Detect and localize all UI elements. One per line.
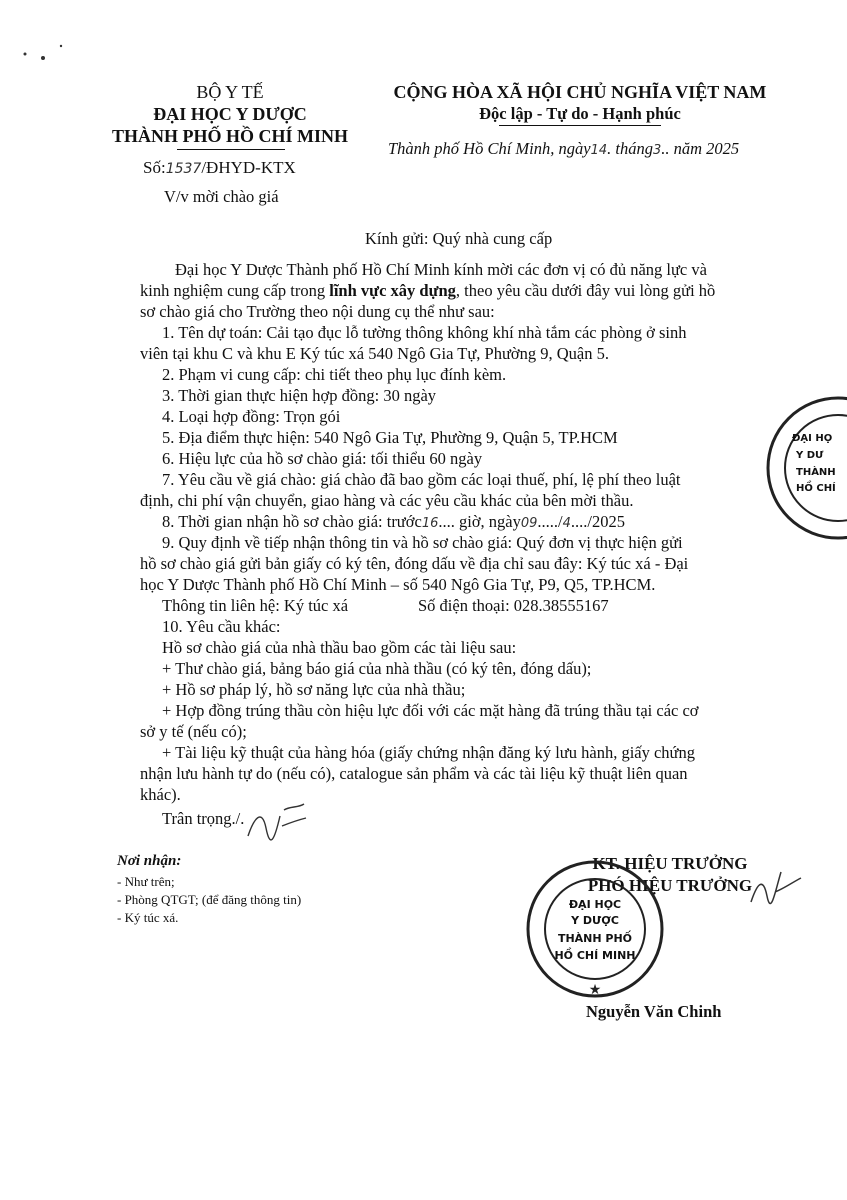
intro-line3: sơ chào giá cho Trường theo nội dung cụ thể như sau: (140, 302, 495, 321)
item-1-line2: viên tại khu C và khu E Ký túc xá 540 Ngô Gia Tự, Phường 9, Quận 5. (140, 344, 610, 363)
document-number: Số:1537/ĐHYD-KTX (143, 158, 296, 177)
signer-name: Nguyễn Văn Chinh (586, 1002, 722, 1021)
ministry-name: BỘ Y TẾ (196, 82, 264, 102)
item-4: 4. Loại hợp đồng: Trọn gói (162, 407, 341, 426)
stamp-line-2: Y DƯỢC (571, 914, 619, 927)
header-right-underline (499, 125, 661, 126)
side-stamp-line-1: ĐẠI HỌ (792, 433, 833, 444)
item-6: 6. Hiệu lực của hồ sơ chào giá: tối thiểu 60 ngày (162, 449, 483, 468)
university-name-line2: THÀNH PHỐ HỒ CHÍ MINH (111, 126, 348, 146)
side-stamp (760, 393, 847, 543)
national-motto: Độc lập - Tự do - Hạnh phúc (479, 104, 681, 123)
item-9-line2: hồ sơ chào giá gửi bản giấy có ký tên, đóng dấu về địa chỉ sau đây: Ký túc xá - Đại (140, 554, 689, 573)
requirement-3-line1: + Hợp đồng trúng thầu còn hiệu lực đối với các mặt hàng đã trúng thầu tại các cơ (162, 701, 699, 720)
salutation: Kính gửi: Quý nhà cung cấp (365, 229, 553, 248)
item-9-line3: học Y Dược Thành phố Hồ Chí Minh – số 540 Ngô Gia Tự, P9, Q5, TP.HCM. (140, 575, 656, 594)
requirement-2: + Hồ sơ pháp lý, hồ sơ năng lực của nhà thầu; (162, 680, 466, 699)
signer-role-2: PHÓ HIỆU TRƯỞNG (587, 876, 753, 895)
recipient-2: - Phòng QTGT; (để đăng thông tin) (117, 892, 302, 907)
requirement-1: + Thư chào giá, bảng báo giá của nhà thầu (có ký tên, đóng dấu); (162, 659, 592, 678)
stamp-seal-icon (524, 858, 666, 1000)
requirement-4-line3: khác). (140, 785, 181, 804)
stamp-line-3: THÀNH PHỐ (557, 932, 633, 945)
intro-line2: kinh nghiệm cung cấp trong lĩnh vực xây dựng, theo yêu cầu dưới đây vui lòng gửi hồ (140, 281, 716, 300)
requirement-4-line2: nhận lưu hành tự do (nếu có), catalogue sản phẩm và các tài liệu kỹ thuật liên quan (140, 764, 688, 783)
official-stamp (524, 858, 666, 1000)
signer-role-1: KT. HIỆU TRƯỞNG (592, 854, 748, 873)
requirement-3-line2: sở y tế (nếu có); (140, 722, 247, 741)
header-left-underline (177, 149, 285, 150)
side-stamp-line-3: THÀNH (796, 467, 836, 478)
item-3: 3. Thời gian thực hiện hợp đồng: 30 ngày (162, 386, 437, 405)
item-5: 5. Địa điểm thực hiện: 540 Ngô Gia Tự, Phường 9, Quận 5, TP.HCM (162, 428, 618, 447)
contact-phone: Số điện thoại: 028.38555167 (418, 596, 609, 615)
document-date: Thành phố Hồ Chí Minh, ngày14. tháng3.. năm 2025 (388, 139, 740, 158)
side-stamp-line-2: Y DƯ (796, 450, 824, 461)
field-highlight: lĩnh vực xây dựng (329, 281, 456, 300)
recipient-3: - Ký túc xá. (117, 910, 179, 925)
item-7-line2: định, chi phí vận chuyển, giao hàng và các yêu cầu khác của bên mời thầu. (140, 491, 634, 510)
university-name-line1: ĐẠI HỌC Y DƯỢC (153, 104, 307, 124)
side-stamp-line-4: HỒ CHÍ (796, 483, 836, 494)
scan-speck (15, 40, 75, 70)
recipients-title: Nơi nhận: (117, 853, 182, 869)
document-subject: V/v mời chào giá (164, 187, 279, 206)
item-1-line1: 1. Tên dự toán: Cải tạo đục lỗ tường thông không khí nhà tắm các phòng ở sinh (162, 323, 687, 342)
contact-info: Thông tin liên hệ: Ký túc xá (162, 596, 349, 615)
item-10-intro: Hồ sơ chào giá của nhà thầu bao gồm các tài liệu sau: (162, 638, 517, 657)
closing-regards: Trân trọng./. (162, 809, 245, 828)
item-8: 8. Thời gian nhận hồ sơ chào giá: trước16.... giờ, ngày09...../4..../2025 (162, 512, 626, 531)
stamp-line-1: ĐẠI HỌC (568, 898, 622, 911)
country-name: CỘNG HÒA XÃ HỘI CHỦ NGHĨA VIỆT NAM (393, 82, 767, 102)
intro-line1: Đại học Y Dược Thành phố Hồ Chí Minh kính mời các đơn vị có đủ năng lực và (175, 260, 707, 279)
recipient-1: - Như trên; (117, 874, 175, 889)
handwritten-number: 1537 (165, 161, 202, 177)
stamp-line-4: HỒ CHÍ MINH (554, 949, 636, 962)
item-7-line1: 7. Yêu cầu về giá chào: giá chào đã bao gồm các loại thuế, phí, lệ phí theo luật (162, 470, 681, 489)
signature-scribble (745, 862, 805, 912)
svg-text:★: ★ (588, 983, 602, 998)
requirement-4-line1: + Tài liệu kỹ thuật của hàng hóa (giấy chứng nhận đăng ký lưu hành, giấy chứng (162, 743, 695, 762)
initial-scribble (240, 798, 310, 848)
item-10: 10. Yêu cầu khác: (162, 617, 281, 636)
item-2: 2. Phạm vi cung cấp: chi tiết theo phụ lục đính kèm. (162, 365, 507, 384)
item-9-line1: 9. Quy định về tiếp nhận thông tin và hồ sơ chào giá: Quý đơn vị thực hiện gửi (162, 533, 683, 552)
